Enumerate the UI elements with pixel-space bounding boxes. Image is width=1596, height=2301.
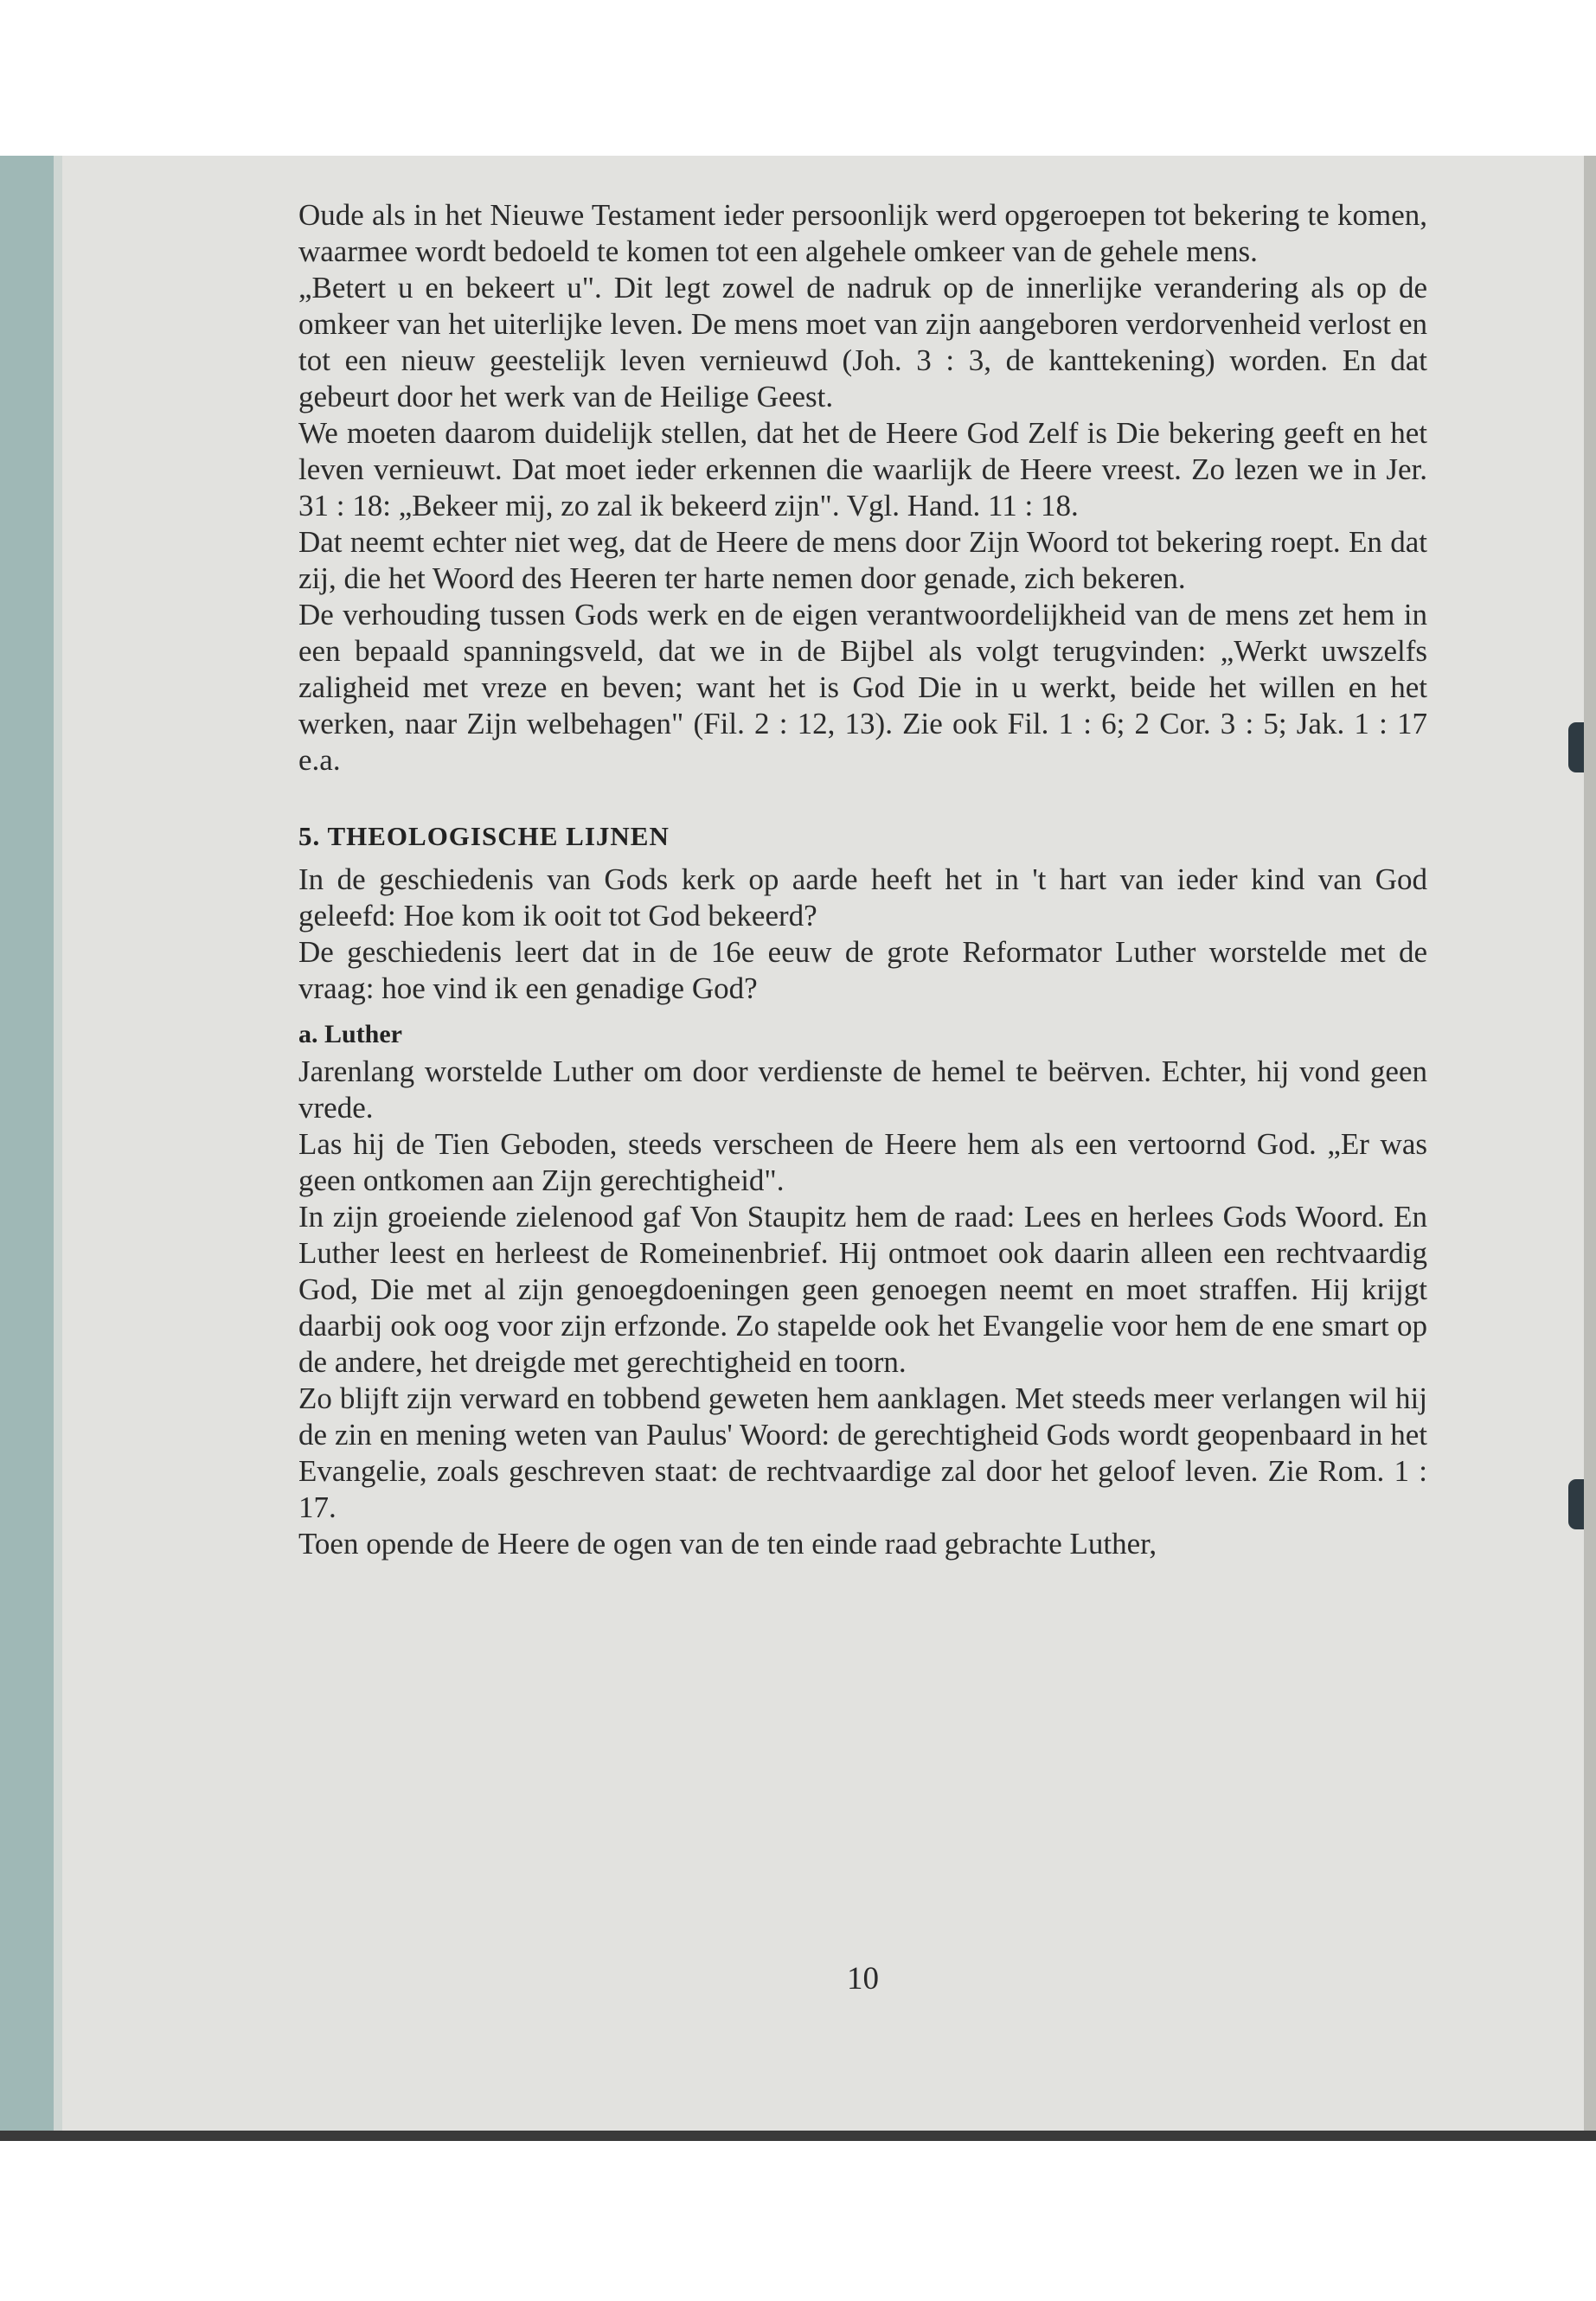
paragraph: De verhouding tussen Gods werk en de eigen verantwoordelijkheid van de mens zet hem in een bepaald spanningsveld, dat we in de Bijbel als volgt terugvinden: „Werkt uwszelfs zaligheid met vreze en beven; want het is God Die in u werkt, beide het willen en het werken, naar Zijn welbehagen" (Fil. 2 : 12, 13). Zie ook Fil. 1 : 6; 2 Cor. 3 : 5; Jak. 1 : 17 e.a. bbox=[298, 598, 1427, 777]
body-text bbox=[298, 197, 1427, 1562]
binding-shadow bbox=[54, 156, 62, 2141]
paragraph: In zijn groeiende zielenood gaf Von Staupitz hem de raad: Lees en herlees Gods Woord. En Luther leest en herleest de Romeinenbrief. Hij ontmoet ook daarin alleen een rechtvaardig God, Die met al zijn genoegdoeningen geen genoegen neemt en moet straffen. Hij krijgt daarbij ook oog voor zijn erfzonde. Zo stapelde ook het Evangelie voor hem de ene smart op de andere, het dreigde met gerechtigheid en toorn. bbox=[298, 1200, 1427, 1379]
paragraph: „Betert u en bekeert u". Dit legt zowel de nadruk op de innerlijke verandering als op de omkeer van het uiterlijke leven. De mens moet van zijn aangeboren verdorvenheid verlost en tot een nieuw geestelijk leven vernieuwd (Joh. 3 : 3, de kanttekening) worden. En dat gebeurt door het werk van de Heilige Geest. bbox=[298, 271, 1427, 413]
paragraph: De geschiedenis leert dat in de 16e eeuw de grote Reformator Luther worstelde met de vraag: hoe vind ik een genadige God? bbox=[298, 935, 1427, 1005]
paragraph: Oude als in het Nieuwe Testament ieder persoonlijk werd opgeroepen tot bekering te komen, waarmee wordt bedoeld te komen tot een algehele omkeer van de gehele mens. bbox=[298, 198, 1427, 268]
section-heading: 5. THEOLOGISCHE LIJNEN bbox=[298, 821, 670, 851]
subsection-heading: a. Luther bbox=[298, 1020, 402, 1048]
paragraph: Las hij de Tien Geboden, steeds verscheen de Heere hem als een vertoornd God. „Er was geen ontkomen aan Zijn gerechtigheid". bbox=[298, 1127, 1427, 1197]
page-number: 10 bbox=[847, 1961, 879, 1997]
page-edge bbox=[1584, 156, 1596, 2141]
page-clip-icon bbox=[1568, 1479, 1584, 1529]
paragraph: Toen opende de Heere de ogen van de ten einde raad gebrachte Luther, bbox=[298, 1527, 1157, 1561]
paragraph: Dat neemt echter niet weg, dat de Heere de mens door Zijn Woord tot bekering roept. En dat zij, die het Woord des Heeren ter harte nemen door genade, zich bekeren. bbox=[298, 525, 1427, 595]
page-bottom-edge bbox=[0, 2131, 1596, 2141]
binding-strip bbox=[0, 156, 54, 2141]
paragraph: We moeten daarom duidelijk stellen, dat het de Heere God Zelf is Die bekering geeft en het leven vernieuwt. Dat moet ieder erkennen die waarlijk de Heere vreest. Zo lezen we in Jer. 31 : 18: „Bekeer mij, zo zal ik bekeerd zijn". Vgl. Hand. 11 : 18. bbox=[298, 416, 1427, 522]
paragraph: In de geschiedenis van Gods kerk op aarde heeft het in 't hart van ieder kind van God geleefd: Hoe kom ik ooit tot God bekeerd? bbox=[298, 862, 1427, 933]
paragraph: Jarenlang worstelde Luther om door verdienste de hemel te beërven. Echter, hij vond geen vrede. bbox=[298, 1054, 1427, 1125]
paragraph: Zo blijft zijn verward en tobbend geweten hem aanklagen. Met steeds meer verlangen wil hij de zin en mening weten van Paulus' Woord: de gerechtigheid Gods wordt geopenbaard in het Evangelie, zoals geschreven staat: de rechtvaardige zal door het geloof leven. Zie Rom. 1 : 17. bbox=[298, 1381, 1427, 1524]
page-clip-icon bbox=[1568, 722, 1584, 772]
